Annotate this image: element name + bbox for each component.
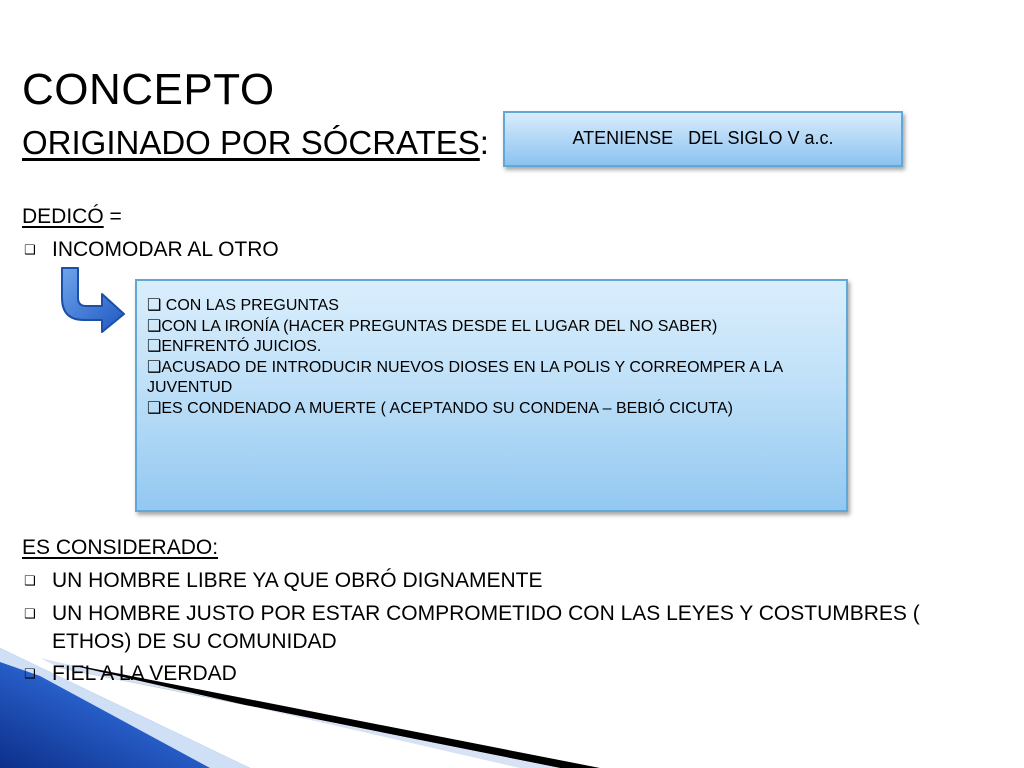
- athens-callout-box: ATENIENSE DEL SIGLO V a.c.: [503, 111, 903, 167]
- dedico-line: [22, 204, 122, 230]
- list-item: [22, 600, 982, 656]
- list-item-text: UN HOMBRE JUSTO POR ESTAR COMPROMETIDO CON LAS LEYES Y COSTUMBRES ( ETHOS) DE SU COMUNIDAD: [52, 602, 920, 653]
- detail-item: ❑CON LA IRONÍA (HACER PREGUNTAS DESDE EL LUGAR DEL NO SABER): [147, 317, 718, 335]
- hollow-square-bullet-icon: ❑: [24, 573, 36, 588]
- detail-box: [135, 279, 848, 512]
- originated-colon: :: [479, 124, 489, 161]
- hollow-square-bullet-icon: ❑: [24, 606, 36, 621]
- originated-label: ORIGINADO POR SÓCRATES: [22, 124, 480, 161]
- curved-down-right-arrow-icon: [56, 264, 128, 334]
- list-item-text: UN HOMBRE LIBRE YA QUE OBRÓ DIGNAMENTE: [52, 569, 543, 592]
- detail-item: ❑ENFRENTÓ JUICIOS.: [147, 338, 322, 355]
- dedico-label: DEDICÓ: [22, 205, 104, 228]
- page-title: CONCEPTO: [22, 65, 275, 114]
- hollow-square-bullet-icon: ❑: [24, 242, 36, 257]
- list-item: [22, 660, 982, 688]
- list-item-text: INCOMODAR AL OTRO: [52, 238, 279, 261]
- hollow-square-bullet-icon: ❑: [24, 666, 36, 681]
- detail-item: ❑ES CONDENADO A MUERTE ( ACEPTANDO SU CONDENA – BEBIÓ CICUTA): [147, 399, 733, 417]
- detail-item: ❑ACUSADO DE INTRODUCIR NUEVOS DIOSES EN LA POLIS Y CORREOMPER A LA JUVENTUD: [147, 358, 783, 396]
- detail-item: ❑ CON LAS PREGUNTAS: [147, 297, 339, 314]
- considered-heading: ES CONSIDERADO:: [22, 536, 219, 559]
- list-item: [22, 236, 982, 264]
- originated-line: [22, 122, 489, 164]
- dedico-suffix: =: [103, 205, 122, 228]
- list-item: [22, 567, 982, 595]
- list-item-text: FIEL A LA VERDAD: [52, 662, 237, 685]
